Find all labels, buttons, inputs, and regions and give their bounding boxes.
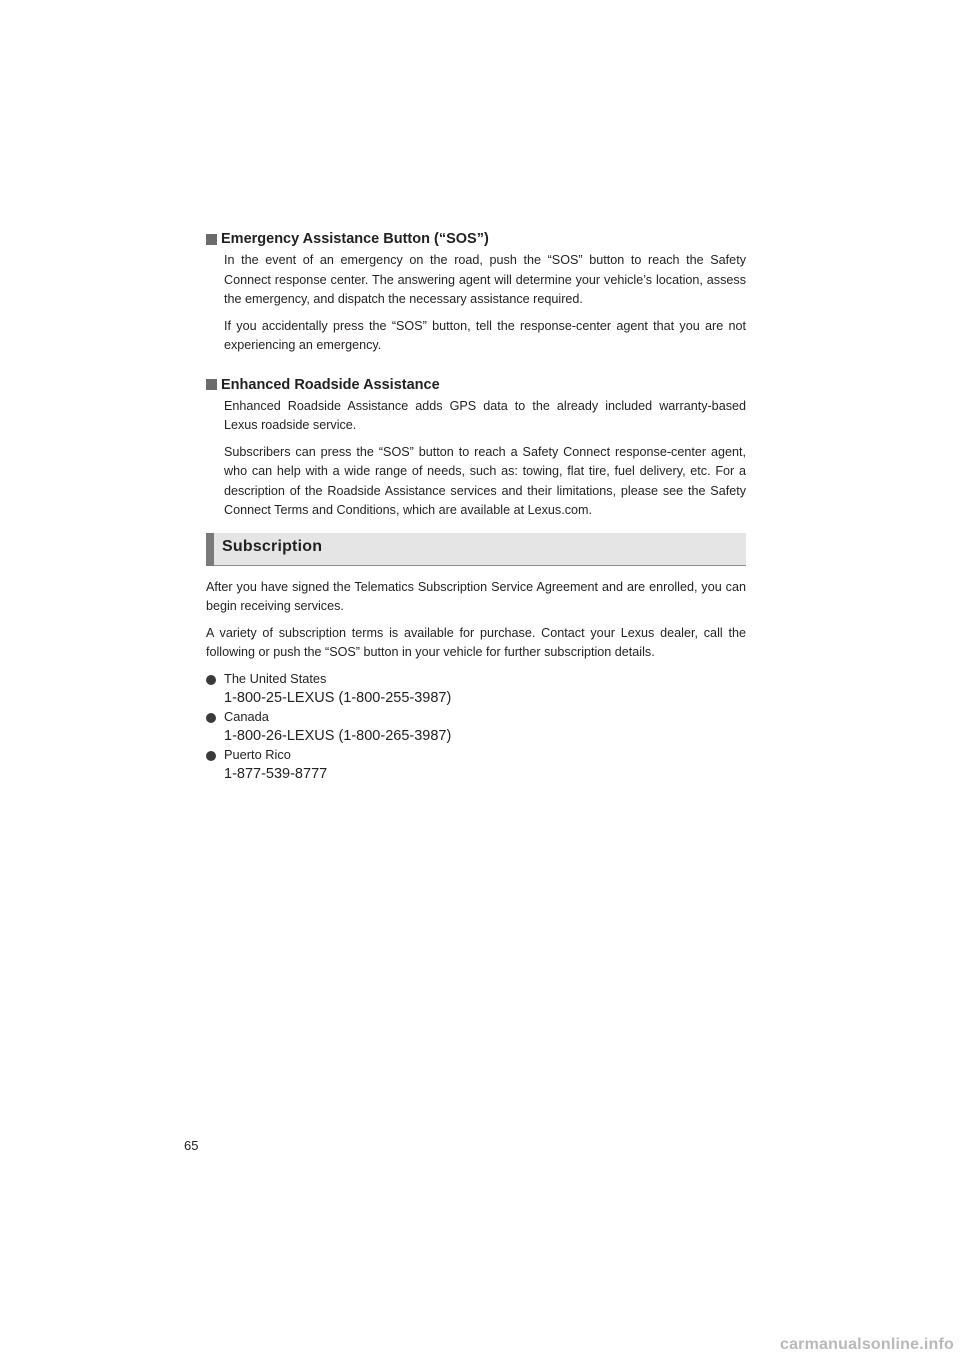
bullet-icon bbox=[206, 751, 216, 761]
sos-body bbox=[224, 251, 746, 356]
subscription-title: Subscription bbox=[222, 537, 323, 555]
contact-phone: 1-800-25-LEXUS (1-800-255-3987) bbox=[224, 689, 452, 706]
section-accent-bar bbox=[206, 533, 214, 566]
subscription-paragraph-2: A variety of subscription terms is available for purchase. Contact your Lexus dealer, call the following or push the “SOS” button in your vehicle for further subscription details. bbox=[206, 625, 746, 659]
contact-region: Puerto Rico bbox=[224, 746, 291, 762]
contact-item bbox=[206, 746, 746, 784]
sos-heading-text: Emergency Assistance Button (“SOS”) bbox=[221, 231, 489, 247]
subscription-paragraph-1: After you have signed the Telematics Subscription Service Agreement and are enrolled, you can begin receiving services. bbox=[206, 579, 746, 613]
watermark: carmanualsonline.info bbox=[779, 1336, 954, 1353]
bullet-icon bbox=[206, 713, 216, 723]
contact-item bbox=[206, 708, 746, 746]
sos-paragraph-2: If you accidentally press the “SOS” button, tell the response-center agent that you are not experiencing an emergency. bbox=[224, 318, 746, 352]
heading-square-icon bbox=[206, 379, 217, 390]
roadside-paragraph-1: Enhanced Roadside Assistance adds GPS data to the already included warranty-based Lexus roadside service. bbox=[224, 398, 746, 432]
sos-heading bbox=[206, 229, 746, 249]
page-number: 65 bbox=[184, 1138, 199, 1153]
roadside-heading bbox=[206, 375, 746, 395]
roadside-paragraph-2: Subscribers can press the “SOS” button to reach a Safety Connect response-center agent, who can help with a wide range of needs, such as: towing, flat tire, fuel delivery, etc. For a description of the Roadside Assistance services and their limitations, please see the Safety Connect Terms and Conditions, which are available at Lexus.com. bbox=[224, 444, 746, 517]
contact-phone: 1-877-539-8777 bbox=[224, 765, 328, 782]
bullet-icon bbox=[206, 675, 216, 685]
contact-region: The United States bbox=[224, 670, 327, 686]
page-content bbox=[206, 229, 746, 784]
roadside-body bbox=[224, 397, 746, 521]
contact-region: Canada bbox=[224, 708, 269, 724]
roadside-heading-text: Enhanced Roadside Assistance bbox=[221, 376, 440, 393]
sos-paragraph-1: In the event of an emergency on the road, push the “SOS” button to reach the Safety Connect response center. The answering agent will determine your vehicle’s location, assess the emergency, and dispatch the necessary assistance required. bbox=[224, 253, 746, 306]
heading-square-icon bbox=[206, 234, 217, 245]
subscription-section-header bbox=[206, 533, 746, 566]
contact-item bbox=[206, 670, 746, 708]
contact-phone: 1-800-26-LEXUS (1-800-265-3987) bbox=[224, 727, 452, 744]
contact-list bbox=[206, 670, 746, 784]
